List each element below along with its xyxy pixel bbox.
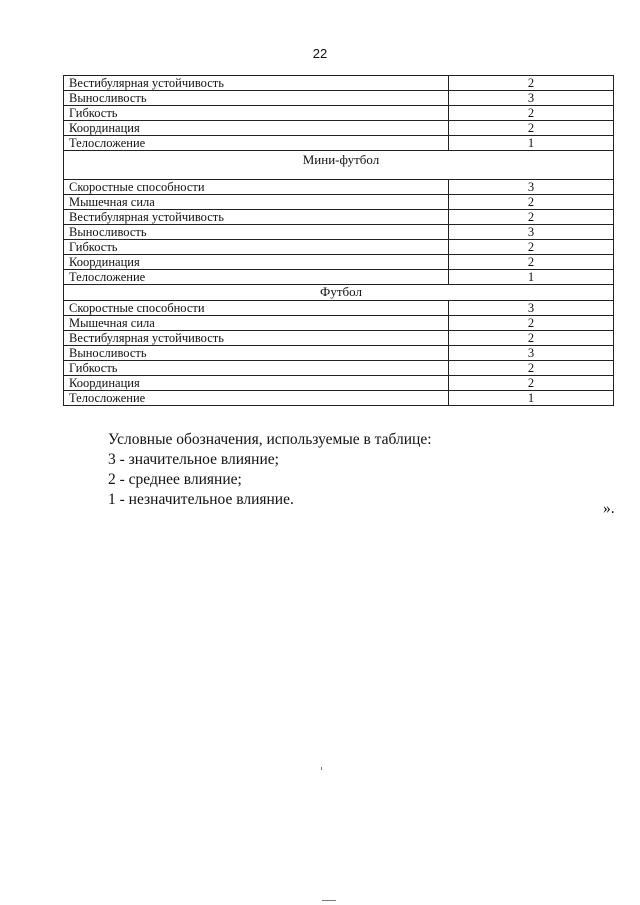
quality-label: Телосложение <box>64 391 449 406</box>
quality-label: Координация <box>64 255 449 270</box>
table-row <box>64 255 614 270</box>
quality-label: Мышечная сила <box>64 195 449 210</box>
table-row <box>64 210 614 225</box>
scan-speck <box>321 767 322 770</box>
influence-value: 3 <box>449 180 614 195</box>
table-row <box>64 240 614 255</box>
influence-value: 2 <box>449 316 614 331</box>
section-header-row <box>64 151 614 180</box>
table-row <box>64 136 614 151</box>
section-header-row <box>64 285 614 301</box>
quality-label: Вестибулярная устойчивость <box>64 76 449 91</box>
table-row <box>64 225 614 240</box>
influence-value: 2 <box>449 361 614 376</box>
legend-item: 1 - незначительное влияние. <box>108 491 294 508</box>
quality-label: Скоростные способности <box>64 180 449 195</box>
quality-label: Выносливость <box>64 225 449 240</box>
influence-value: 2 <box>449 195 614 210</box>
table-row <box>64 195 614 210</box>
table-row <box>64 270 614 285</box>
influence-value: 2 <box>449 121 614 136</box>
influence-value: 2 <box>449 210 614 225</box>
influence-value: 2 <box>449 76 614 91</box>
quality-label: Телосложение <box>64 270 449 285</box>
quality-label: Координация <box>64 121 449 136</box>
table-row <box>64 346 614 361</box>
influence-value: 3 <box>449 301 614 316</box>
influence-value: 2 <box>449 331 614 346</box>
quality-label: Гибкость <box>64 106 449 121</box>
influence-value: 2 <box>449 106 614 121</box>
table-row <box>64 361 614 376</box>
influence-table <box>63 75 614 406</box>
quality-label: Гибкость <box>64 240 449 255</box>
table-row <box>64 391 614 406</box>
table-row <box>64 121 614 136</box>
quality-label: Скоростные способности <box>64 301 449 316</box>
scan-speck <box>322 900 336 901</box>
influence-value: 3 <box>449 91 614 106</box>
influence-value: 2 <box>449 376 614 391</box>
quality-label: Гибкость <box>64 361 449 376</box>
quality-label: Выносливость <box>64 91 449 106</box>
quality-label: Мышечная сила <box>64 316 449 331</box>
influence-value: 2 <box>449 240 614 255</box>
legend-item: 3 - значительное влияние; <box>108 451 279 468</box>
table-row <box>64 76 614 91</box>
legend <box>108 430 608 510</box>
legend-heading: Условные обозначения, используемые в таблице: <box>108 431 432 448</box>
closing-quote: ». <box>603 500 615 517</box>
quality-label: Телосложение <box>64 136 449 151</box>
section-title: Футбол <box>64 285 614 301</box>
table-row <box>64 376 614 391</box>
influence-value: 2 <box>449 255 614 270</box>
influence-value: 3 <box>449 346 614 361</box>
table-row <box>64 91 614 106</box>
table-row <box>64 316 614 331</box>
quality-label: Вестибулярная устойчивость <box>64 210 449 225</box>
section-title: Мини-футбол <box>64 151 614 180</box>
quality-label: Выносливость <box>64 346 449 361</box>
influence-value: 1 <box>449 136 614 151</box>
table-body <box>64 76 614 406</box>
influence-value: 3 <box>449 225 614 240</box>
quality-label: Вестибулярная устойчивость <box>64 331 449 346</box>
influence-value: 1 <box>449 270 614 285</box>
quality-label: Координация <box>64 376 449 391</box>
table-row <box>64 180 614 195</box>
legend-item: 2 - среднее влияние; <box>108 471 242 488</box>
influence-value: 1 <box>449 391 614 406</box>
page-number: 22 <box>312 46 328 61</box>
table-row <box>64 301 614 316</box>
table-row <box>64 331 614 346</box>
table-row <box>64 106 614 121</box>
